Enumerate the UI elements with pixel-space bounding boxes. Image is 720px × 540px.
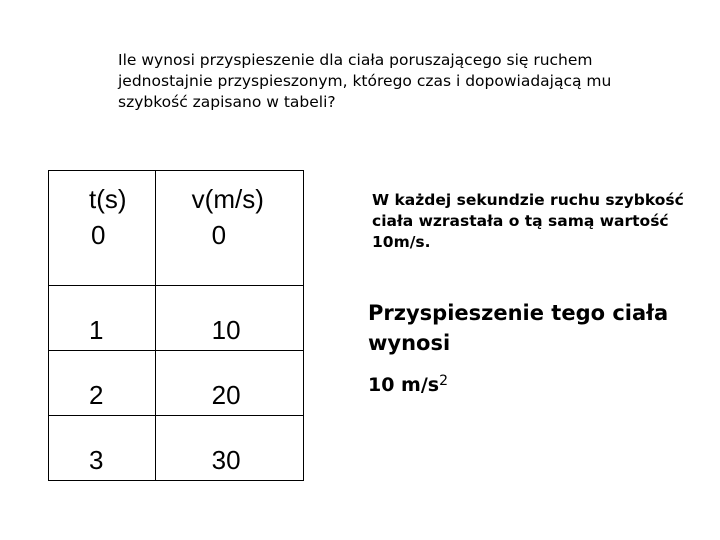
question-text: Ile wynosi przyspieszenie dla ciała poruszającego się ruchem jednostajnie przyspieszonym, którego czas i dopowiadającą mu szybkość zapisano w tabeli? xyxy=(118,51,612,111)
table-cell-t xyxy=(49,171,156,286)
cell-time-1: 1 xyxy=(49,286,156,351)
explanation-note: W każdej sekundzie ruchu szybkość ciała wzrastała o tą samą wartość 10m/s. xyxy=(372,191,684,251)
header-velocity: v(m/s) xyxy=(191,184,264,214)
cell-time-3: 3 xyxy=(49,416,156,481)
answer-label: Przyspieszenie tego ciała wynosi xyxy=(368,301,669,355)
cell-velocity-2: 20 xyxy=(155,351,303,416)
header-time: t(s) xyxy=(89,184,127,214)
cell-time-2: 2 xyxy=(49,351,156,416)
table-row xyxy=(49,286,304,351)
answer-exponent: 2 xyxy=(439,373,449,389)
answer-value xyxy=(368,368,448,398)
answer-value-text: 10 m/s xyxy=(368,374,440,396)
cell-velocity-3: 30 xyxy=(155,416,303,481)
table-row xyxy=(49,351,304,416)
cell-velocity-0: 0 xyxy=(211,220,227,250)
table-header-row xyxy=(49,171,304,286)
table-cell-v xyxy=(155,171,303,286)
table-row xyxy=(49,416,304,481)
data-table xyxy=(48,170,304,481)
cell-time-0: 0 xyxy=(91,220,106,250)
cell-velocity-1: 10 xyxy=(155,286,303,351)
